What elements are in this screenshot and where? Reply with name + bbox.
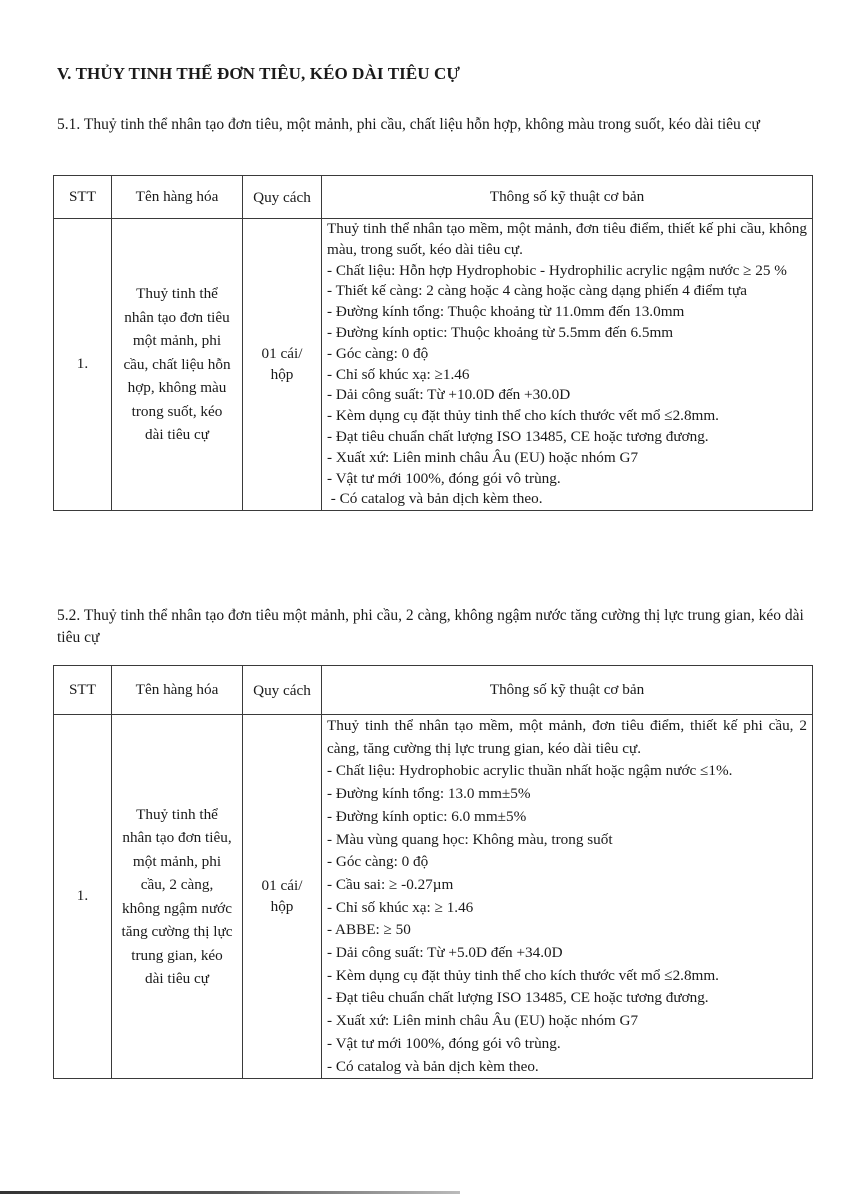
- unit-text: 01 cái/ hộp: [261, 876, 303, 915]
- spec-line: - Kèm dụng cụ đặt thủy tinh thể cho kích thước vết mổ ≤2.8mm.: [327, 966, 719, 984]
- spec-line: - Đường kính optic: 6.0 mm±5%: [327, 807, 527, 825]
- spec-line: - Xuất xứ: Liên minh châu Âu (EU) hoặc nhóm G7: [327, 448, 639, 466]
- spec-line: - Đạt tiêu chuẩn chất lượng ISO 13485, CE hoặc tương đương.: [327, 427, 709, 445]
- spec-line: - Xuất xứ: Liên minh châu Âu (EU) hoặc nhóm G7: [327, 1012, 639, 1030]
- spec-line: - Dải công suất: Từ +10.0D đến +30.0D: [327, 386, 571, 404]
- cell-unit: [243, 715, 322, 1079]
- header-spec: Thông số kỹ thuật cơ bản: [322, 176, 813, 219]
- spec-line: - ABBE: ≥ 50: [327, 921, 411, 939]
- spec-line: - Chỉ số khúc xạ: ≥1.46: [327, 365, 470, 383]
- header-spec: Thông số kỹ thuật cơ bản: [322, 666, 813, 715]
- spec-line: - Đường kính tổng: Thuộc khoảng từ 11.0mm đến 13.0mm: [327, 303, 685, 321]
- header-name: Tên hàng hóa: [112, 666, 243, 715]
- spec-line: - Thiết kế càng: 2 càng hoặc 4 càng hoặc càng dạng phiến 4 điểm tựa: [327, 282, 747, 300]
- header-stt: STT: [54, 176, 112, 219]
- cell-unit: [243, 219, 322, 511]
- cell-specs: [322, 715, 813, 1079]
- spec-line: - Cầu sai: ≥ -0.27µm: [327, 875, 454, 893]
- spec-line: - Có catalog và bản dịch kèm theo.: [327, 490, 543, 508]
- unit-text: 01 cái/ hộp: [261, 344, 303, 383]
- product-name: Thuỷ tinh thể nhân tạo đơn tiêu, một mảnh, phi cầu, 2 càng, không ngậm nước tăng cường thị lực trung gian, kéo dài tiêu cự: [121, 805, 233, 988]
- section-heading: V. THỦY TINH THỂ ĐƠN TIÊU, KÉO DÀI TIÊU CỰ: [57, 64, 461, 83]
- header-unit: Quy cách: [243, 666, 322, 715]
- spec-line: Thuỷ tinh thể nhân tạo mềm, một mảnh, đơn tiêu điểm, thiết kế phi cầu, không màu, trong suốt, kéo dài tiêu cự.: [327, 220, 807, 258]
- spec-line: - Vật tư mới 100%, đóng gói vô trùng.: [327, 469, 561, 487]
- table-header-row: [54, 666, 813, 715]
- table-header-row: [54, 176, 813, 219]
- spec-line: - Chất liệu: Hydrophobic acrylic thuần nhất hoặc ngậm nước ≤1%.: [327, 762, 733, 780]
- table-row: [54, 715, 813, 1079]
- header-unit: Quy cách: [243, 176, 322, 219]
- spec-line: - Dải công suất: Từ +5.0D đến +34.0D: [327, 944, 563, 962]
- spec-line: - Góc càng: 0 độ: [327, 344, 429, 362]
- spec-line: - Có catalog và bản dịch kèm theo.: [327, 1057, 539, 1075]
- table-row: [54, 219, 813, 511]
- spec-table-5-2: [53, 665, 813, 1079]
- cell-name: [112, 715, 243, 1079]
- spec-line: - Chất liệu: Hỗn hợp Hydrophobic - Hydrophilic acrylic ngậm nước ≥ 25 %: [327, 261, 787, 279]
- cell-stt: 1.: [54, 715, 112, 1079]
- spec-table-5-1: [53, 175, 813, 511]
- spec-line: - Kèm dụng cụ đặt thủy tinh thể cho kích thước vết mổ ≤2.8mm.: [327, 407, 719, 425]
- cell-stt: 1.: [54, 219, 112, 511]
- header-name: Tên hàng hóa: [112, 176, 243, 219]
- spec-line: - Vật tư mới 100%, đóng gói vô trùng.: [327, 1034, 561, 1052]
- subsection-title-5-2: 5.2. Thuỷ tinh thể nhân tạo đơn tiêu một mảnh, phi cầu, 2 càng, không ngậm nước tăng cường thị lực trung gian, kéo dài tiêu cự: [57, 607, 804, 646]
- spec-line: - Góc càng: 0 độ: [327, 853, 429, 871]
- spec-line: Thuỷ tinh thể nhân tạo mềm, một mảnh, đơn tiêu điểm, thiết kế phi cầu, 2 càng, tăng cường thị lực trung gian, kéo dài tiêu cự.: [327, 717, 807, 757]
- spec-line: - Màu vùng quang học: Không màu, trong suốt: [327, 830, 613, 848]
- cell-name: [112, 219, 243, 511]
- header-stt: STT: [54, 666, 112, 715]
- page-bottom-rule: [0, 1191, 460, 1194]
- spec-line: - Đạt tiêu chuẩn chất lượng ISO 13485, CE hoặc tương đương.: [327, 989, 709, 1007]
- spec-line: - Đường kính tổng: 13.0 mm±5%: [327, 785, 531, 803]
- cell-specs: [322, 219, 813, 511]
- spec-line: - Chỉ số khúc xạ: ≥ 1.46: [327, 898, 474, 916]
- spec-line: - Đường kính optic: Thuộc khoảng từ 5.5mm đến 6.5mm: [327, 323, 674, 341]
- product-name: Thuỷ tinh thể nhân tạo đơn tiêu một mảnh, phi cầu, chất liệu hỗn hợp, không màu trong suốt, kéo dài tiêu cự: [123, 285, 231, 444]
- subsection-title-5-1: 5.1. Thuỷ tinh thể nhân tạo đơn tiêu, một mảnh, phi cầu, chất liệu hỗn hợp, không màu trong suốt, kéo dài tiêu cự: [57, 116, 760, 133]
